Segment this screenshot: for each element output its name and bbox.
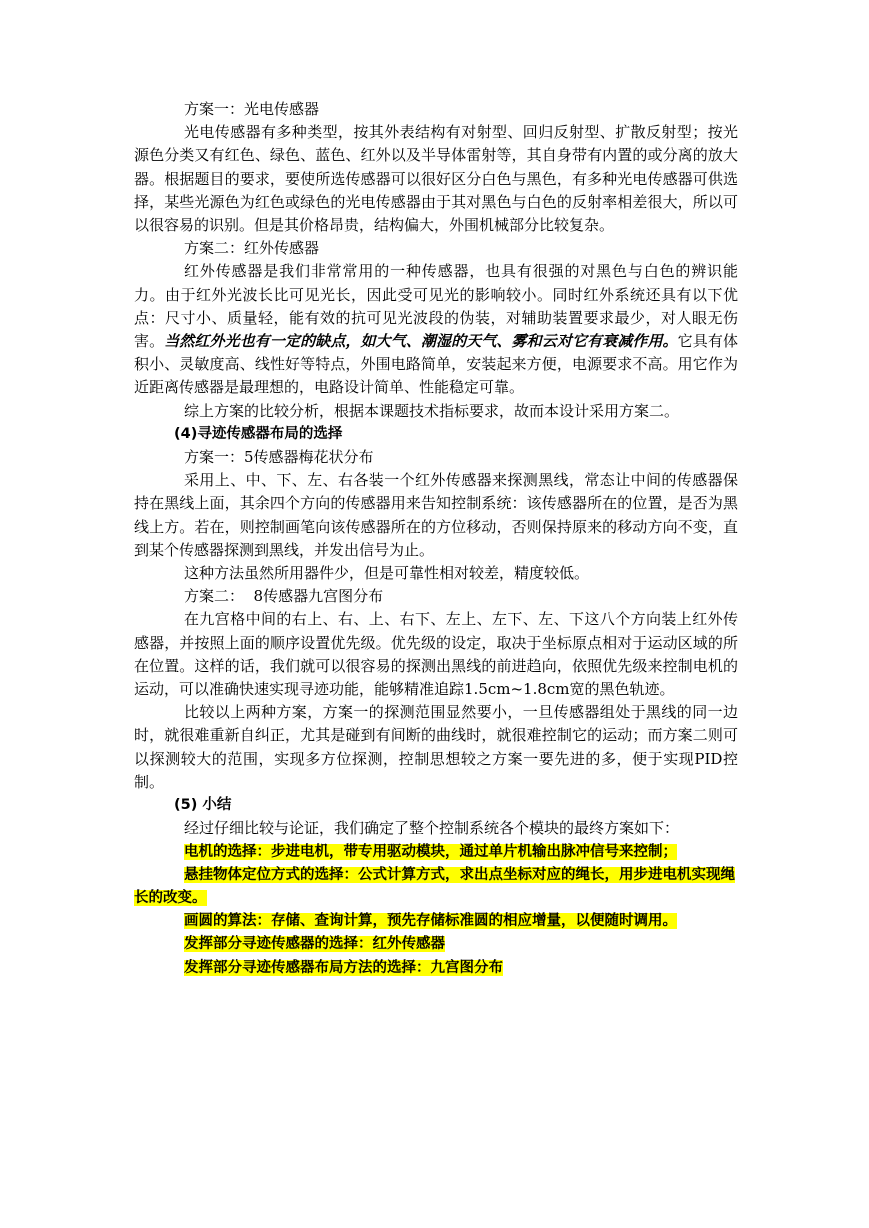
final-item-positioning [134,864,738,910]
section4-heading: (4)寻迹传感器布局的选择 [174,425,343,442]
final-item-sensor-layout-text: 发挥部分寻迹传感器布局方法的选择：九宫图分布 [184,959,503,976]
final-item-circle-algorithm-text: 画圆的算法：存储、查询计算，预先存储标准圆的相应增量，以便随时调用。 [184,913,677,930]
final-item-motor-text: 电机的选择：步进电机，带专用驱动模块，通过单片机输出脉冲信号来控制； [184,843,677,860]
plan2-ir-text-b: 它具有体积小、灵敏度高、线性好等特点，外围电路简单，安装起来方便，电源要求不高。用它作为近距离传感器是最理想的，电路设计简单、性能稳定可靠。 [134,332,738,397]
summary-compare: 综上方案的比较分析，根据本课题技术指标要求，故而本设计采用方案二。 [184,401,680,420]
conclusion-intro: 经过仔细比较与论证，我们确定了整个控制系统各个模块的最终方案如下： [184,819,680,838]
layout-plan1-title: 方案一：5传感器梅花状分布 [184,448,374,467]
plan1-photo-title: 方案一：光电传感器 [184,100,320,118]
layout-plan2-paragraph: 在九宫格中间的右上、右、上、右下、左上、左下、左、下这八个方向装上红外传感器，并按照上面的顺序设置优先级。优先级的设定，取决于坐标原点相对于运动区域的所在位置。这样的话，我们就可以很容易的探测出黑线的前进趋向，依照优先级来控制电机的运动，可以准确快速实现寻迹功能，能够精准追踪1.5cm~1.8cm宽的黑色轨迹。 [134,610,738,699]
plan1-photo-paragraph: 光电传感器有多种类型，按其外表结构有对射型、回归反射型、扩散反射型；按光源色分类又有红色、绿色、蓝色、红外以及半导体雷射等，其自身带有内置的或分离的放大器。根据题目的要求，要使所选传感器可以很好区分白色与黑色，有多种光电传感器可供选择，某些光源色为红色或绿色的光电传感器由于其对黑色与白色的反射率相差很大，所以可以很容易的识别。但是其价格昂贵，结构偏大，外围机械部分比较复杂。 [134,123,738,235]
section5-heading: (5) 小结 [174,797,232,814]
layout-plan1-paragraph: 采用上、中、下、左、右各装一个红外传感器来探测黑线，常态让中间的传感器保持在黑线上面，其余四个方向的传感器用来告知控制系统：该传感器所在的位置，是否为黑线上方。若在，则控制画笔向该传感器所在的方位移动，否则保持原来的移动方向不变，直到某个传感器探测到黑线，并发出信号为止。 [134,471,738,559]
plan2-ir-paragraph [134,260,738,399]
plan2-ir-emphasis: 当然红外光也有一定的缺点，如大气、潮湿的天气、雾和云对它有衰减作用。 [164,332,678,351]
final-item-tracking-sensor-text: 发挥部分寻迹传感器的选择：红外传感器 [184,936,445,953]
document-page [134,98,738,980]
final-item-motor [134,841,738,864]
final-item-sensor-layout [134,957,738,980]
layout-compare-paragraph: 比较以上两种方案，方案一的探测范围显然要小，一旦传感器组处于黑线的同一边时，就很难重新自纠正，尤其是碰到有间断的曲线时，就很难控制它的运动；而方案二则可以探测较大的范围，实现多方位探测，控制思想较之方案一要先进的多，便于实现PID控制。 [134,703,738,791]
plan2-ir-text-a: 红外传感器是我们非常常用的一种传感器，也具有很强的对黑色与白色的辨识能力。由于红外光波长比可见光长，因此受可见光的影响较小。同时红外系统还具有以下优点：尺寸小、质量轻，能有效的抗可见光波段的伪装，对辅助装置要求最少，对人眼无伤害。 [134,262,738,351]
final-item-tracking-sensor [134,933,738,956]
layout-plan2-title: 方案二： 8传感器九宫图分布 [184,587,384,606]
final-item-positioning-text: 悬挂物体定位方式的选择：公式计算方式，求出点坐标对应的绳长，用步进电机实现绳长的改变。 [134,866,735,906]
layout-plan1-note: 这种方法虽然所用器件少，但是可靠性相对较差，精度较低。 [184,564,590,583]
plan2-ir-title: 方案二：红外传感器 [184,239,320,258]
final-item-circle-algorithm [134,910,738,933]
